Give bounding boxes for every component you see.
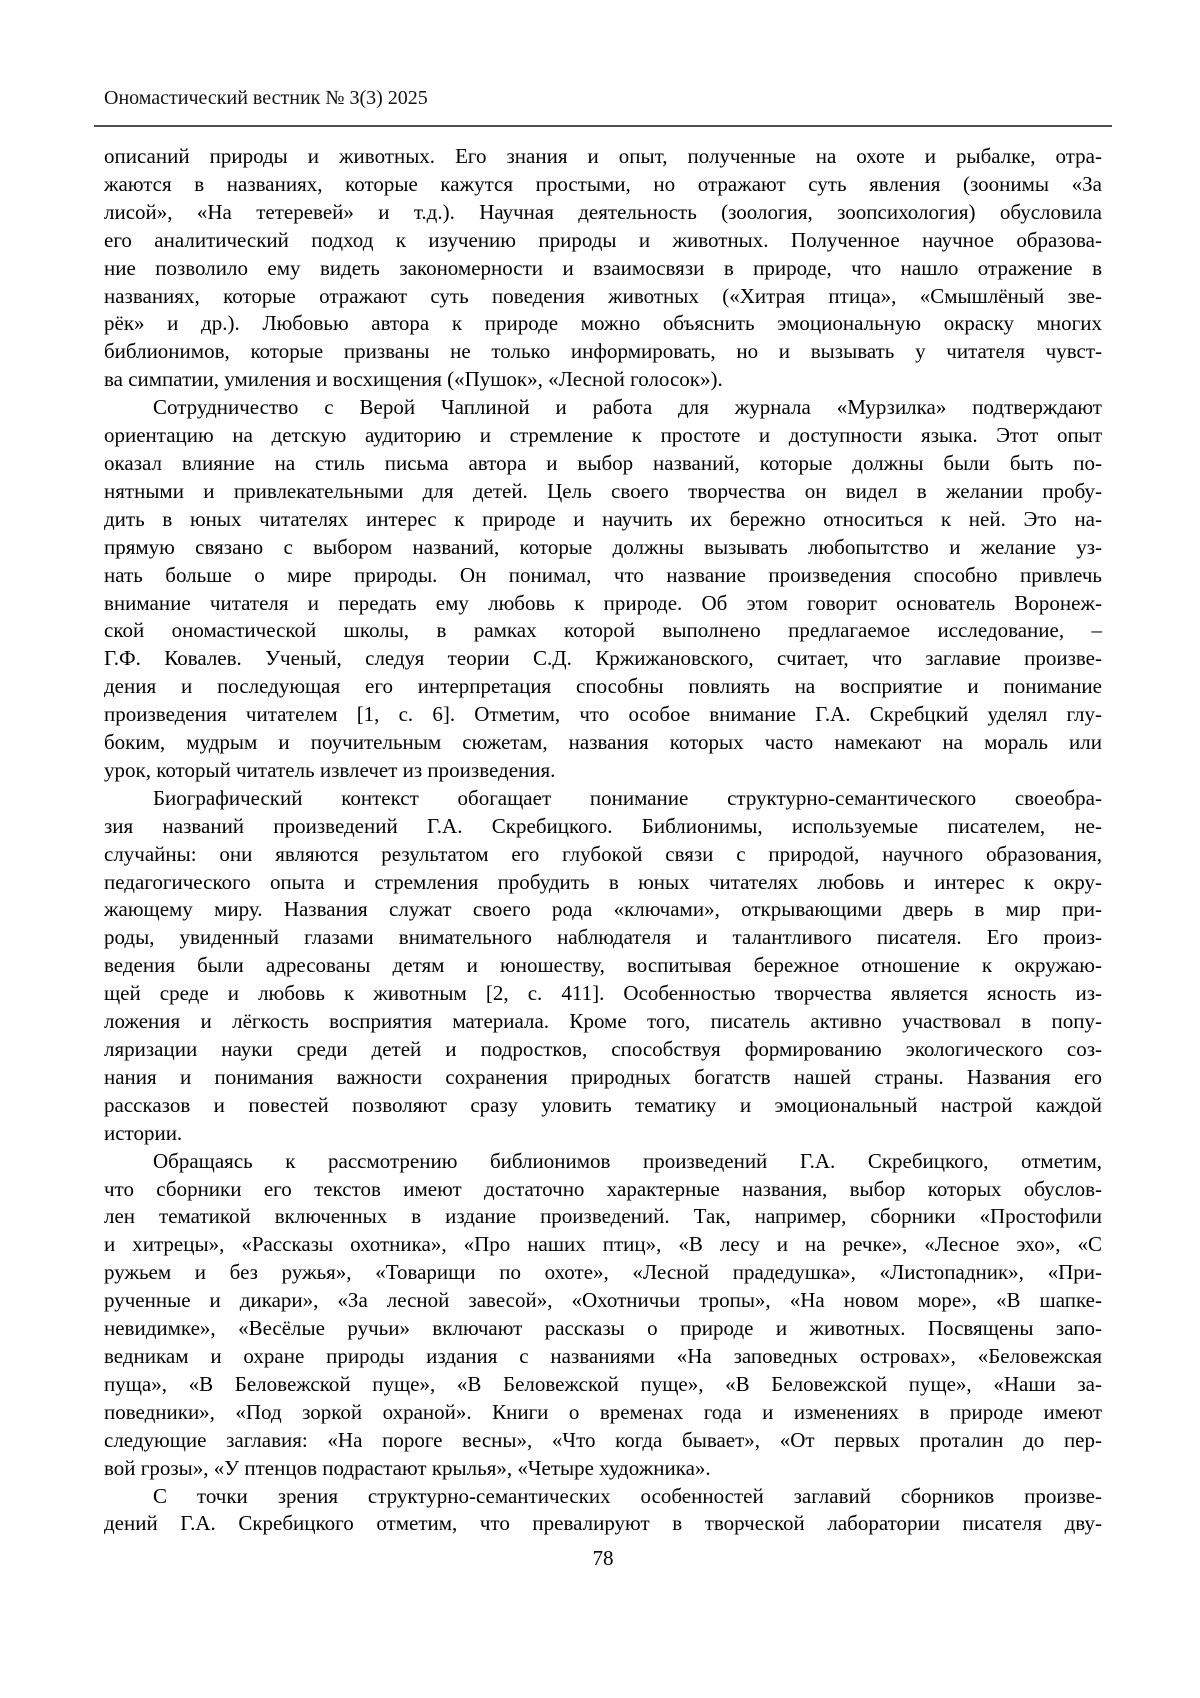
text-line: рассказов и повестей позволяют сразу уловить тематику и эмоциональный настрой каждой — [104, 1092, 1102, 1117]
text-line: истории. — [104, 1120, 183, 1145]
text-line: вой грозы», «У птенцов подрастают крылья», «Четыре художника». — [104, 1455, 711, 1480]
text-line: С точки зрения структурно-семантических особенностей заглавий сборников произве- — [153, 1483, 1102, 1508]
text-line: ведения были адресованы детям и юношеству, воспитывая бережное отношение к окружаю- — [104, 953, 1102, 978]
text-line: ружьем и без ружья», «Товарищи по охоте», «Лесной прадедушка», «Листопадник», «При- — [104, 1260, 1102, 1285]
text-line: педагогического опыта и стремления пробудить в юных читателях любовь и интерес к окру- — [104, 869, 1102, 894]
text-line: Биографический контекст обогащает понимание структурно-семантического своеобра- — [153, 785, 1102, 810]
text-line: следующие заглавия: «На пороге весны», «Что когда бывает», «От первых проталин до пер- — [104, 1427, 1102, 1452]
text-line: Г.Ф. Ковалев. Ученый, следуя теории С.Д. Кржижановского, считает, что заглавие произве- — [104, 646, 1102, 671]
text-line: жаются в названиях, которые кажутся простыми, но отражают суть явления (зоонимы «За — [104, 171, 1102, 196]
text-line: невидимке», «Весёлые ручьи» включают рассказы о природе и животных. Посвящены запо- — [104, 1316, 1102, 1341]
text-line: зия названий произведений Г.А. Скребицкого. Библионимы, используемые писателем, не- — [104, 813, 1102, 838]
paragraph — [104, 1148, 1102, 1483]
paragraph — [104, 143, 1102, 394]
text-line: его аналитический подход к изучению природы и животных. Полученное научное образова- — [104, 227, 1102, 252]
text-line: пуща», «В Беловежской пуще», «В Беловежской пуще», «В Беловежской пуще», «Наши за- — [104, 1371, 1102, 1396]
text-line: роды, увиденный глазами внимательного наблюдателя и талантливого писателя. Его произ- — [104, 925, 1102, 950]
text-line: случайны: они являются результатом его глубокой связи с природой, научного образования, — [104, 841, 1102, 866]
paragraph — [104, 394, 1102, 785]
text-line: Сотрудничество с Верой Чаплиной и работа для журнала «Мурзилка» подтверждают — [153, 395, 1102, 420]
text-line: Обращаясь к рассмотрению библионимов произведений Г.А. Скребицкого, отметим, — [153, 1148, 1102, 1173]
text-line: дений Г.А. Скребицкого отметим, что превалируют в творческой лаборатории писателя дву- — [104, 1511, 1102, 1536]
article-body — [104, 143, 1102, 1538]
text-line: нания и понимания важности сохранения природных богатств нашей страны. Названия его — [104, 1064, 1102, 1089]
text-line: ориентацию на детскую аудиторию и стремление к простоте и доступности языка. Этот опыт — [104, 423, 1102, 448]
text-line: ляризации науки среди детей и подростков, способствуя формированию экологического соз- — [104, 1037, 1102, 1061]
text-line: произведения читателем [1, с. 6]. Отметим, что особое внимание Г.А. Скребцкий уделял глу- — [104, 702, 1102, 727]
text-line: ние позволило ему видеть закономерности и взаимосвязи в природе, что нашло отражение в — [104, 255, 1102, 280]
text-line: прямую связано с выбором названий, которые должны вызывать любопытство и желание уз- — [104, 534, 1102, 559]
text-line: урок, который читатель извлечет из произведения. — [104, 757, 556, 782]
text-line: дить в юных читателях интерес к природе и научить их бережно относиться к ней. Это на- — [104, 506, 1102, 531]
text-line: рученные и дикари», «За лесной завесой», «Охотничьи тропы», «На новом море», «В шапке- — [104, 1288, 1102, 1313]
text-line: ведникам и охране природы издания с названиями «На заповедных островах», «Беловежская — [104, 1343, 1102, 1368]
text-line: лисой», «На тетеревей» и т.д.). Научная деятельность (зоология, зоопсихология) обусловила — [104, 199, 1102, 224]
text-line: ва симпатии, умиления и восхищения («Пушок», «Лесной голосок»). — [104, 367, 723, 392]
text-line: ложения и лёгкость восприятия материала. Кроме того, писатель активно участвовал в попу- — [104, 1009, 1102, 1034]
text-line: нать больше о мире природы. Он понимал, что название произведения способно привлечь — [104, 562, 1102, 587]
text-line: щей среде и любовь к животным [2, с. 411]. Особенностью творчества является ясность из- — [104, 981, 1102, 1006]
text-line: дения и последующая его интерпретация способны повлиять на восприятие и понимание — [104, 674, 1102, 699]
header-divider — [94, 125, 1112, 127]
text-line: поведники», «Под зоркой охраной». Книги о временах года и изменениях в природе имеют — [104, 1399, 1102, 1424]
page-number: 78 — [592, 1546, 614, 1571]
text-line: нятными и привлекательными для детей. Цель своего творчества он видел в желании пробу- — [104, 478, 1102, 503]
text-line: оказал влияние на стиль письма автора и выбор названий, которые должны были быть по- — [104, 450, 1102, 475]
text-line: описаний природы и животных. Его знания и опыт, полученные на охоте и рыбалке, отра- — [104, 144, 1102, 168]
text-line: библионимов, которые призваны не только информировать, но и вызывать у читателя чувст- — [104, 339, 1102, 364]
text-line: ской ономастической школы, в рамках которой выполнено предлагаемое исследование, – — [104, 618, 1102, 643]
text-line: рёк» и др.). Любовью автора к природе можно объяснить эмоциональную окраску многих — [104, 311, 1102, 336]
text-line: и хитрецы», «Рассказы охотника», «Про наших птиц», «В лесу и на речке», «Лесное эхо», «С — [104, 1232, 1102, 1257]
text-line: лен тематикой включенных в издание произведений. Так, например, сборники «Простофили — [104, 1204, 1102, 1229]
text-line: что сборники его текстов имеют достаточно характерные названия, выбор которых обуслов- — [104, 1176, 1102, 1201]
paragraph — [104, 1483, 1102, 1539]
text-line: жающему миру. Названия служат своего рода «ключами», открывающими дверь в мир при- — [104, 897, 1102, 922]
text-line: внимание читателя и передать ему любовь к природе. Об этом говорит основатель Воронеж- — [104, 590, 1102, 615]
journal-running-head: Ономастический вестник № 3(3) 2025 — [104, 87, 428, 109]
text-line: боким, мудрым и поучительным сюжетам, названия которых часто намекают на мораль или — [104, 730, 1102, 755]
paragraph — [104, 785, 1102, 1148]
text-line: названиях, которые отражают суть поведения животных («Хитрая птица», «Смышлёный зве- — [104, 283, 1102, 308]
